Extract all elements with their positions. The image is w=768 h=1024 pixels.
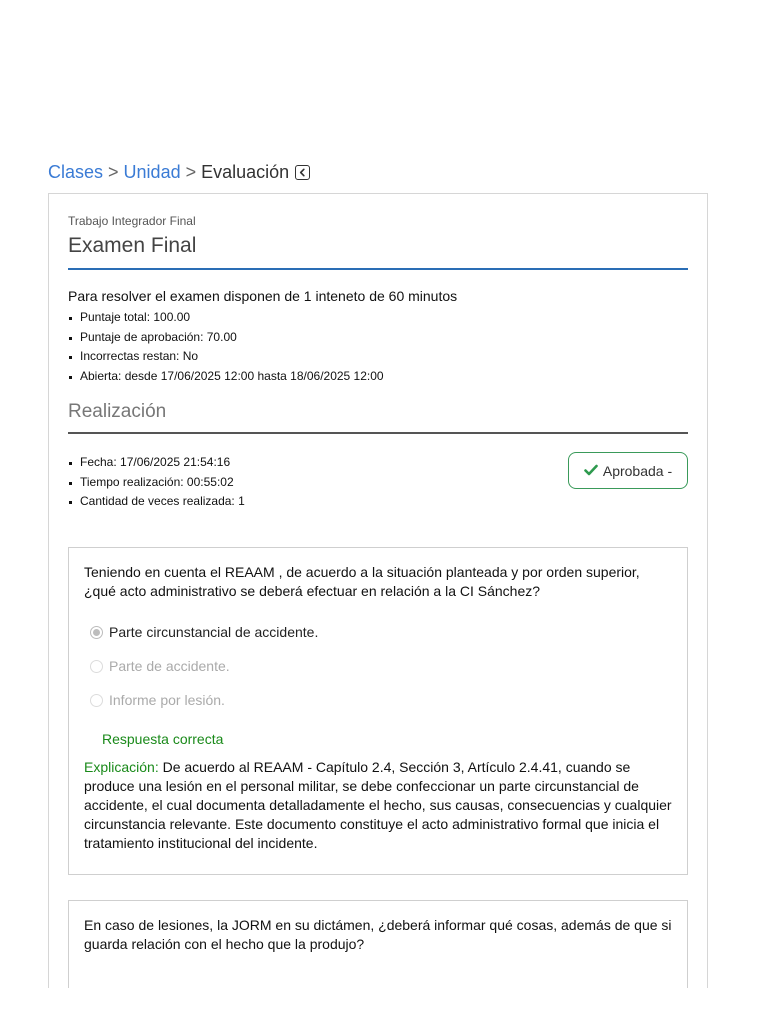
attempt-duration: Tiempo realización: 00:55:02	[68, 473, 245, 493]
answer-explanation	[84, 758, 673, 853]
attempt-section-title: Realización	[68, 401, 167, 422]
answer-option-label: Informe por lesión.	[109, 692, 225, 708]
breadcrumb-current: Evaluación	[201, 162, 290, 182]
answer-option[interactable]	[90, 692, 225, 708]
radio-unselected[interactable]	[90, 694, 103, 707]
breadcrumb-separator: >	[185, 162, 197, 182]
exam-card	[48, 193, 708, 988]
title-divider	[68, 268, 688, 270]
section-divider	[68, 432, 688, 434]
exam-rules-list	[68, 308, 384, 386]
breadcrumb-link-unidad[interactable]: Unidad	[123, 162, 181, 182]
answer-result: Respuesta correcta	[102, 731, 224, 747]
answer-option[interactable]	[90, 658, 230, 674]
status-badge[interactable]	[568, 452, 688, 489]
status-label: Aprobada -	[602, 462, 673, 479]
question-card	[68, 900, 688, 988]
rule-negative-marking: Incorrectas restan: No	[68, 347, 384, 367]
chevron-left-square-icon[interactable]	[295, 165, 310, 180]
exam-subtitle: Trabajo Integrador Final	[68, 214, 196, 228]
question-card	[68, 547, 688, 875]
attempt-count: Cantidad de veces realizada: 1	[68, 492, 245, 512]
rule-open-window: Abierta: desde 17/06/2025 12:00 hasta 18/06/2025 12:00	[68, 367, 384, 387]
question-text: En caso de lesiones, la JORM en su dictámen, ¿deberá informar qué cosas, además de que si guarda relación con el hecho que la produjo?	[84, 917, 672, 952]
breadcrumb-link-clases[interactable]: Clases	[48, 162, 104, 182]
rule-pass-score: Puntaje de aprobación: 70.00	[68, 328, 384, 348]
check-icon	[584, 463, 598, 479]
rule-total-score: Puntaje total: 100.00	[68, 308, 384, 328]
explanation-text: De acuerdo al REAAM - Capítulo 2.4, Sección 3, Artículo 2.4.41, cuando se produce una lesión en el personal militar, se debe confeccionar un parte circunstancial de accidente, el cual documenta detalladamente el hecho, sus causas, consecuencias y cualquier circunstancia relevante. Este documento constituye el acto administrativo formal que inicia el tratamiento institucional del incidente.	[84, 759, 672, 851]
answer-option[interactable]	[90, 624, 318, 640]
breadcrumb	[48, 160, 310, 184]
attempt-date: Fecha: 17/06/2025 21:54:16	[68, 453, 245, 473]
explanation-label: Explicación:	[84, 759, 159, 775]
attempt-info-list	[68, 453, 245, 512]
breadcrumb-separator: >	[108, 162, 119, 182]
exam-title: Examen Final	[68, 234, 197, 257]
radio-selected[interactable]	[90, 626, 103, 639]
question-text: Teniendo en cuenta el REAAM , de acuerdo a la situación planteada y por orden superior, ¿qué acto administrativo se deberá efectuar en relación a la CI Sánchez?	[84, 564, 640, 599]
exam-intro: Para resolver el examen disponen de 1 inteneto de 60 minutos	[68, 288, 458, 304]
radio-unselected[interactable]	[90, 660, 103, 673]
answer-option-label: Parte de accidente.	[109, 658, 230, 674]
answer-option-label: Parte circunstancial de accidente.	[109, 624, 319, 640]
